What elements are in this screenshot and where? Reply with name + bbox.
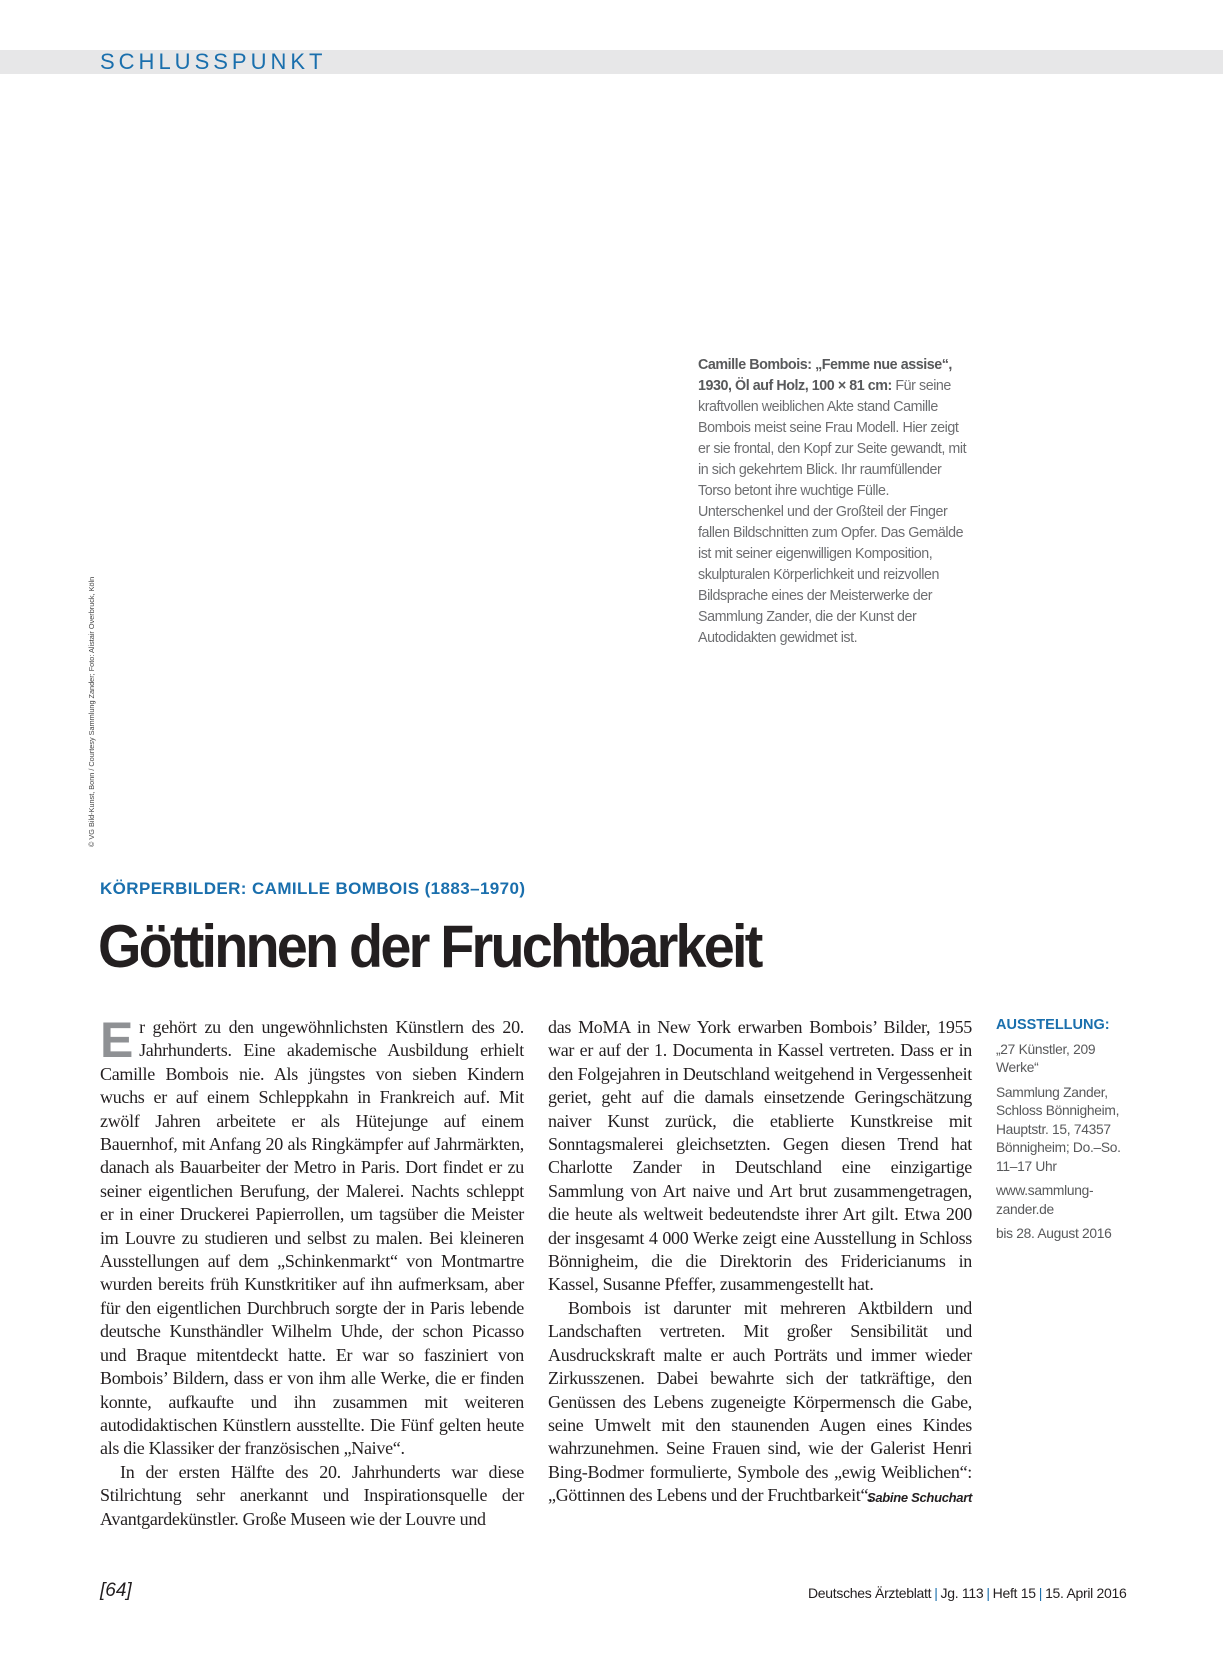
caption-text: Für seine kraftvollen weiblichen Akte stand Camille Bombois meist seine Frau Modell. Hier zeigt er sie frontal, den Kopf zur Seite gewandt, mit in sich gekehrtem Blick. Ihr raumfüllender Torso betont ihre wuchtige Fülle. Unterschenkel und der Großteil der Finger fallen Bildschnitten zum Opfer. Das Gemälde ist mit seiner eigenwilligen Komposition, skulpturalen Körperlichkeit und reizvollen Bildsprache eines der Meisterwerke der Sammlung Zander, die der Kunst der Autodidakten gewidmet ist. [698,378,967,646]
footer-info [808,1585,1127,1601]
exhibition-info [996,1016,1136,1250]
page-number: [64] [100,1580,132,1601]
image-caption [698,355,970,649]
volume: Jg. 113 [940,1585,984,1601]
drop-cap: E [100,1012,134,1068]
paragraph: In der ersten Hälfte des 20. Jahrhunderts war diese Stilrichtung sehr anerkannt und Inspirationsquelle der Avantgardekünstler. Große Museen wie der Louvre und [100,1461,524,1529]
issue-date: 15. April 2016 [1045,1585,1127,1601]
publication-name: Deutsches Ärzteblatt [808,1585,932,1601]
article-column-2 [548,1016,972,1509]
article-column-1 [100,1012,524,1531]
article-title: Göttinnen der Fruchtbarkeit [98,913,761,980]
paragraph [100,1012,524,1461]
author-signature: Sabine Schuchart [866,1489,972,1505]
paragraph: Bombois ist darunter mit mehreren Aktbildern und Landschaften vertreten. Mit großer Sensibilität und Ausdruckskraft malte er auch Porträts und immer wieder Zirkusszenen. Dabei bewahrte sich der tatkräftige, den Genüssen des Lebens zugeneigte Körpermensch die Gabe, seine Umwelt mit den staunenden Augen eines Kindes wahrzunehmen. Seine Frauen sind, wie der Galerist Henri Bing-Bodmer formulierte, Symbole des „ewig Weiblichen“: „Göttinnen des Lebens und der Fruchtbarkeit“. [548,1297,972,1506]
exhibition-title: „27 Künstler, 209 Werke“ [996,1041,1096,1075]
paragraph-text: r gehört zu den ungewöhnlichsten Künstlern des 20. Jahrhunderts. Eine akademische Ausbildung erhielt Camille Bombois nie. Als jüngstes von sieben Kindern wuchs er auf einem Schleppkahn in Frankreich auf. Mit zwölf Jahren arbeitete er als Hütejunge auf einem Bauernhof, mit Anfang 20 als Ringkämpfer auf Jahrmärkten, danach als Bauarbeiter der Metro in Paris. Dort findet er zu seiner eigentlichen Berufung, der Malerei. Nachts schleppt er in einer Druckerei Papierrollen, um tagsüber die Meister im Louvre zu studieren und selbst zu malen. Bei kleineren Ausstellungen auf dem „Schinkenmarkt“ von Montmartre wurden bereits früh Kunstkritiker auf ihn aufmerksam, aber für den eigentlichen Durchbruch sorgte der in Paris lebende deutsche Kunsthändler Wilhelm Uhde, der schon Picasso und Braque mitentdeckt hatte. Er war so fasziniert von Bombois’ Bildern, dass er von ihm alle Werke, die er finden konnte, aufkaufte und ihn zusammen mit weiteren autodidaktischen Künstlern ausstellte. Die Fünf gelten heute als die Klassiker der französischen „Naive“. [100,1017,524,1459]
article-kicker: KÖRPERBILDER: CAMILLE BOMBOIS (1883–1970) [100,879,526,898]
separator: | [986,1585,990,1601]
issue: Heft 15 [992,1585,1036,1601]
section-label: SCHLUSSPUNKT [100,49,327,74]
exhibition-venue: Sammlung Zander, Schloss Bönnigheim, Hauptstr. 15, 74357 Bönnigheim; Do.–So. 11–17 Uhr [996,1084,1121,1174]
exhibition-label: AUSSTELLUNG: [996,1017,1110,1033]
exhibition-url[interactable]: www.sammlung-zander.de [996,1183,1094,1217]
separator: | [934,1585,938,1601]
paragraph: das MoMA in New York erwarben Bombois’ Bilder, 1955 war er auf der 1. Documenta in Kassel vertreten. Dass er in den Folgejahren in Deutschland weitgehend in Vergessenheit geriet, geht auf die damals einsetzende Geringschätzung naiver Kunst zurück, die etablierte Kunstkreise mit Sonntagsmalerei gleichsetzten. Gegen diesen Trend hat Charlotte Zander in Deutschland eine einzigartige Sammlung von Art naive und Art brut zusammengetragen, die heute als weltweit bedeutendste ihrer Art gilt. Etwa 200 der insgesamt 4 000 Werke zeigt eine Ausstellung in Schloss Bönnigheim, die die Direktorin des Fridericianums in Kassel, Susanne Pfeffer, zusammengestellt hat. [548,1017,972,1295]
photo-credit: © VG Bild-Kunst, Bonn / Courtesy Sammlung Zander; Foto: Alistair Overbruck, Köln [87,576,96,847]
separator: | [1038,1585,1043,1601]
caption-lead: Camille Bombois: „Femme nue assise“, 1930, Öl auf Holz, 100 × 81 cm: [698,357,952,394]
exhibition-dates: bis 28. August 2016 [996,1226,1112,1241]
